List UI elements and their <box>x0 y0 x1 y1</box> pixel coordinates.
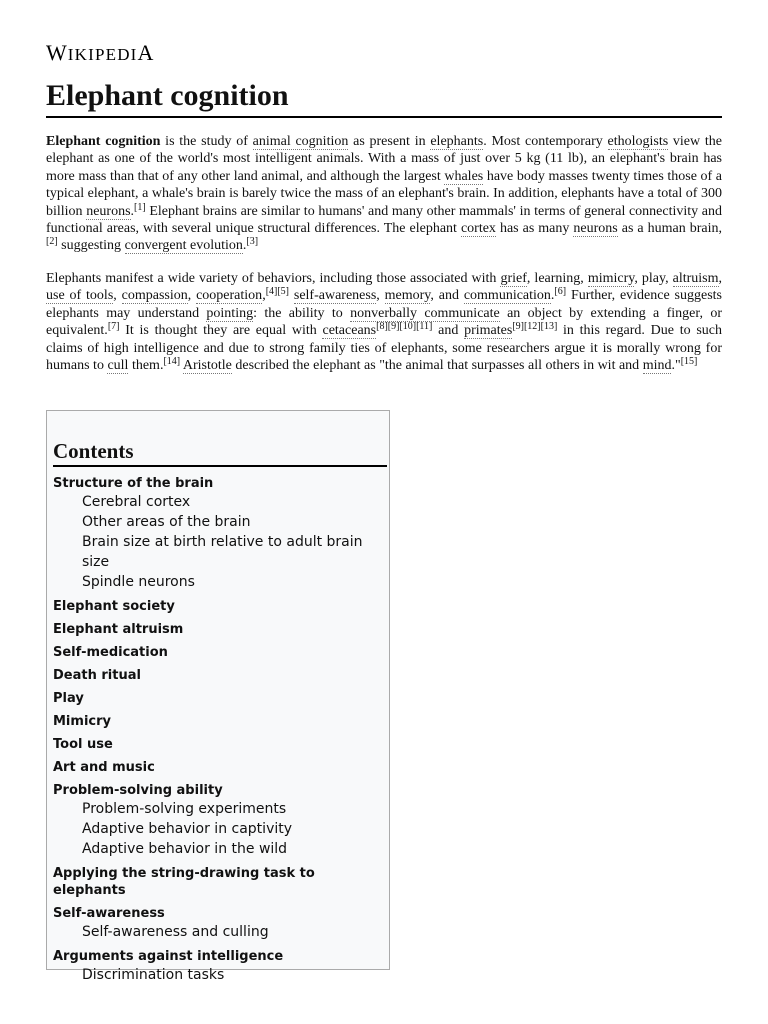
toc-item-label: Elephant society <box>53 599 175 614</box>
toc-item-label: Arguments against intelligence <box>53 949 284 964</box>
toc-item[interactable] <box>53 690 385 707</box>
wiki-link[interactable]: compassion <box>121 288 188 304</box>
citation-ref[interactable]: [7] <box>107 321 120 333</box>
wiki-link[interactable]: neurons <box>573 221 618 237</box>
text-run: ." <box>671 358 681 374</box>
table-of-contents <box>46 410 390 983</box>
wiki-link[interactable]: ethologists <box>607 134 669 149</box>
wiki-link[interactable]: cull <box>107 358 129 374</box>
wordmark-middle: IKIPEDI <box>67 45 138 64</box>
text-run: . <box>550 288 555 304</box>
toc-sublist <box>53 922 385 942</box>
text-run: in this regard. Due to such claims of high intelligence and due to strong family ties of elephants, some researchers argue it is morally wrong for humans to <box>46 323 722 374</box>
toc-item[interactable] <box>53 736 385 753</box>
toc-item-label: Structure of the brain <box>53 476 214 491</box>
toc-item-label: Problem-solving ability <box>53 783 223 798</box>
toc-subitem[interactable]: Spindle neurons <box>82 574 195 590</box>
text-run: Further, evidence suggests elephants may understand <box>46 288 723 321</box>
toc-sublist <box>53 492 385 592</box>
text-run: . Most contemporary <box>483 134 608 149</box>
toc-item-label: Death ritual <box>53 668 141 683</box>
toc-item[interactable] <box>53 782 385 859</box>
citation-ref[interactable]: [15] <box>680 356 698 368</box>
toc-item-label: Mimicry <box>53 714 111 729</box>
text-run: them. <box>128 358 164 374</box>
wikipedia-wordmark[interactable] <box>46 40 154 66</box>
wiki-link[interactable]: use of tools <box>46 288 114 304</box>
toc-item[interactable] <box>53 905 385 942</box>
text-run: view the elephant as one of the world's most intelligent animals. With a mass of just over 5 kg (11 lb), an elephant's brain has more mass than that of any other land animal, and although the largest <box>46 134 722 184</box>
wordmark-final: A <box>137 40 155 65</box>
toc-item[interactable] <box>53 667 385 684</box>
toc-item[interactable] <box>53 644 385 661</box>
toc-item-label: Elephant altruism <box>53 622 184 637</box>
text-run: as a human brain, <box>617 221 723 237</box>
toc-item-label: Art and music <box>53 760 155 775</box>
citation-ref[interactable]: [4][5] <box>265 286 290 298</box>
text-run: Elephant brains are similar to humans' and many other mammals' in terms of general connectivity and functional areas, with several unique structural differences. The elephant <box>46 203 723 237</box>
wordmark-initial: W <box>46 40 68 65</box>
text-run: Elephants manifest a wide variety of behaviors, including those associated with <box>46 271 501 286</box>
text-run: have body masses twenty times those of a typical elephant, a whale's brain is barely twice the mass of an elephant's brain. In addition, elephants have a total of 300 billion <box>46 168 722 219</box>
text-run: an object by extending a finger, or equivalent. <box>46 305 722 339</box>
toc-title: Contents <box>53 438 387 467</box>
wiki-link[interactable]: elephants <box>430 134 484 149</box>
text-run: , <box>718 271 723 286</box>
text-run: suggesting <box>57 238 125 254</box>
toc-subitem[interactable]: Adaptive behavior in captivity <box>82 821 293 837</box>
text-run: , learning, <box>526 271 588 286</box>
wiki-link[interactable]: whales <box>444 168 484 184</box>
wiki-link[interactable]: grief <box>500 271 527 286</box>
second-paragraph <box>46 270 722 374</box>
wiki-link[interactable]: Aristotle <box>182 358 232 374</box>
toc-item-label: Self-medication <box>53 645 168 660</box>
toc-item-label: Play <box>53 691 84 706</box>
wiki-link[interactable]: convergent evolution <box>124 238 243 254</box>
text-run: has as many <box>495 221 574 237</box>
text-run: , <box>262 288 266 304</box>
toc-item[interactable] <box>53 621 385 638</box>
text-run: described the elephant as "the animal that surpasses all others in wit and <box>231 358 643 374</box>
text-run: , <box>187 288 197 304</box>
wiki-link[interactable]: cetaceans <box>322 323 377 339</box>
bold-term: Elephant cognition <box>46 134 161 149</box>
wiki-link[interactable]: neurons <box>86 203 131 219</box>
citation-ref[interactable]: [3] <box>246 236 259 248</box>
text-run: and <box>432 323 465 339</box>
text-run: as present in <box>348 134 431 149</box>
toc-item[interactable] <box>53 713 385 730</box>
wiki-link[interactable]: cortex <box>460 221 496 237</box>
citation-ref[interactable]: [8][9][10][11] <box>376 321 433 333</box>
toc-item[interactable] <box>53 759 385 776</box>
toc-subitem[interactable]: Other areas of the brain <box>82 514 251 530</box>
wiki-link[interactable]: nonverbally communicate <box>350 305 500 321</box>
text-run: is the study of <box>160 134 253 149</box>
toc-item[interactable] <box>53 598 385 615</box>
wiki-link[interactable]: primates <box>464 323 513 339</box>
wiki-link[interactable]: memory <box>384 288 431 304</box>
toc-item-label: Applying the string-drawing task to elephants <box>53 866 315 898</box>
toc-item[interactable] <box>53 475 385 592</box>
page-title: Elephant cognition <box>46 77 722 118</box>
wiki-link[interactable]: altruism <box>672 271 719 286</box>
wiki-link[interactable]: communication <box>463 288 551 304</box>
toc-subitem[interactable]: Cerebral cortex <box>82 494 191 510</box>
citation-ref[interactable]: [9][12][13] <box>512 321 558 333</box>
wiki-link[interactable]: mimicry <box>587 271 635 286</box>
wiki-link[interactable]: mind <box>642 358 672 374</box>
wiki-link[interactable]: pointing <box>206 305 254 321</box>
citation-ref[interactable]: [1] <box>134 201 146 213</box>
toc-subitem[interactable]: Discrimination tasks <box>82 967 225 983</box>
toc-subitem[interactable]: Problem-solving experiments <box>82 801 287 817</box>
text-run: It is thought they are equal with <box>119 323 323 339</box>
citation-ref[interactable]: [6] <box>554 286 567 298</box>
text-run: . <box>242 238 247 254</box>
citation-ref[interactable]: [14] <box>163 356 181 368</box>
toc-item[interactable] <box>53 865 385 899</box>
wiki-link[interactable]: animal cognition <box>252 134 349 149</box>
text-run: , and <box>430 288 464 304</box>
toc-subitem[interactable]: Self-awareness and culling <box>82 924 269 940</box>
text-run: . <box>130 203 135 219</box>
text-run: , <box>376 288 385 304</box>
toc-sublist <box>53 799 385 859</box>
toc-sublist <box>53 965 385 985</box>
text-run: , play, <box>634 271 673 286</box>
toc-subitem[interactable]: Adaptive behavior in the wild <box>82 841 288 857</box>
wiki-link[interactable]: self-awareness <box>293 288 377 304</box>
toc-subitem[interactable]: Brain size at birth relative to adult brain size <box>82 534 363 570</box>
toc-item[interactable] <box>53 948 385 985</box>
toc-item-label: Self-awareness <box>53 906 165 921</box>
lead-paragraph <box>46 133 722 255</box>
toc-item-label: Tool use <box>53 737 113 752</box>
citation-ref[interactable]: [2] <box>46 236 58 248</box>
text-run: , <box>113 288 122 304</box>
text-run: : the ability to <box>253 305 351 321</box>
wiki-link[interactable]: cooperation <box>196 288 263 304</box>
toc-list <box>53 475 385 985</box>
